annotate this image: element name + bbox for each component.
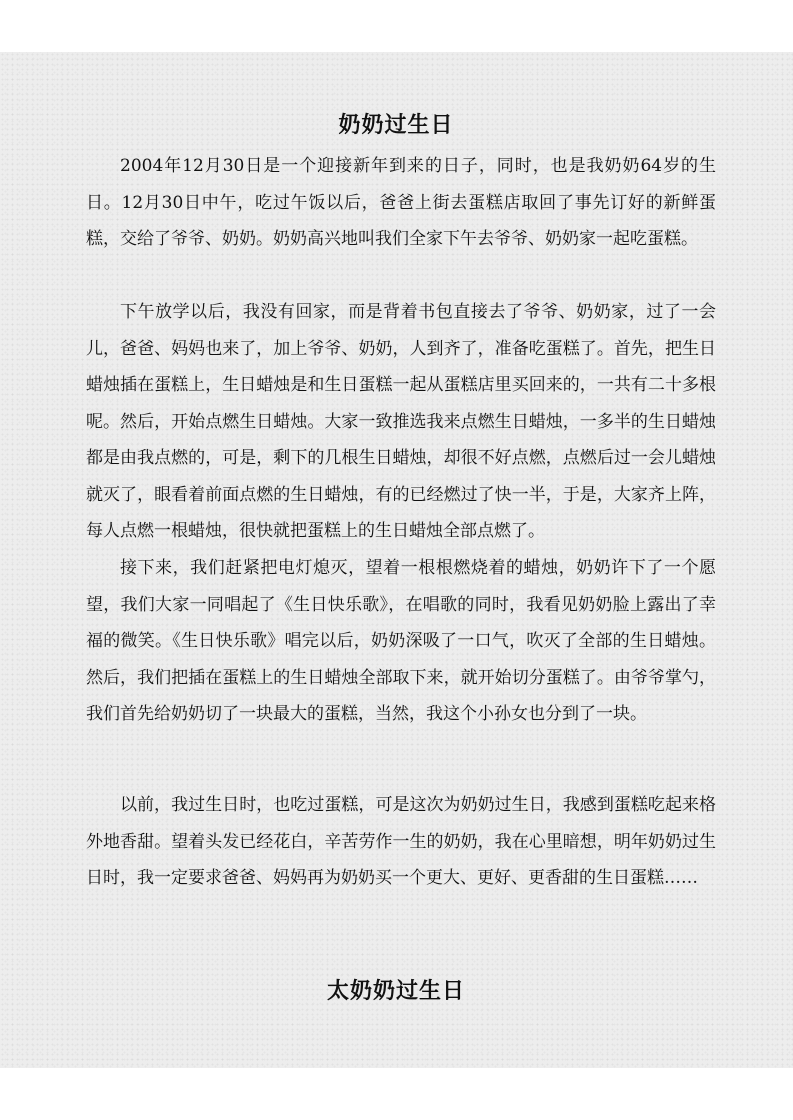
paragraph-4: 以前，我过生日时，也吃过蛋糕，可是这次为奶奶过生日，我感到蛋糕吃起来格外地香甜。望着头发已经花白，辛苦劳作一生的奶奶，我在心里暗想，明年奶奶过生日时，我一定要求爸爸、妈妈再为奶奶买一个更大、更好、更香甜的生日蛋糕…… <box>86 795 716 888</box>
next-essay-title: 太奶奶过生日 <box>326 978 465 1004</box>
paragraph-2: 下午放学以后，我没有回家，而是背着书包直接去了爷爷、奶奶家，过了一会儿，爸爸、妈妈也来了，加上爷爷、奶奶，人到齐了，准备吃蛋糕了。首先，把生日蜡烛插在蛋糕上，生日蜡烛是和生日蛋糕一起从蛋糕店里买回来的，一共有二十多根呢。然后，开始点燃生日蜡烛。大家一致推选我来点燃生日蜡烛，一多半的生日蜡烛都是由我点燃的，可是，剩下的几根生日蜡烛，却很不好点燃，点燃后过一会儿蜡烛就灭了，眼看着前面点燃的生日蜡烛，有的已经燃过了快一半，于是，大家齐上阵，每人点燃一根蜡烛，很快就把蛋糕上的生日蜡烛全部点燃了。 <box>86 302 716 541</box>
paragraph-1: 2004年12月30日是一个迎接新年到来的日子，同时，也是我奶奶64岁的生日。12月30日中午，吃过午饭以后，爸爸上街去蛋糕店取回了事先订好的新鲜蛋糕，交给了爷爷、奶奶。奶奶高兴地叫我们全家下午去爷爷、奶奶家一起吃蛋糕。 <box>86 156 716 249</box>
document-page <box>0 52 793 1068</box>
essay-title: 奶奶过生日 <box>338 112 454 138</box>
paragraph-3: 接下来，我们赶紧把电灯熄灭，望着一根根燃烧着的蜡烛，奶奶许下了一个愿望，我们大家一同唱起了《生日快乐歌》，在唱歌的同时，我看见奶奶脸上露出了幸福的微笑。《生日快乐歌》唱完以后，奶奶深吸了一口气，吹灭了全部的生日蜡烛。然后，我们把插在蛋糕上的生日蜡烛全部取下来，就开始切分蛋糕了。由爷爷掌勺，我们首先给奶奶切了一块最大的蛋糕，当然，我这个小孙女也分到了一块。 <box>86 558 716 724</box>
